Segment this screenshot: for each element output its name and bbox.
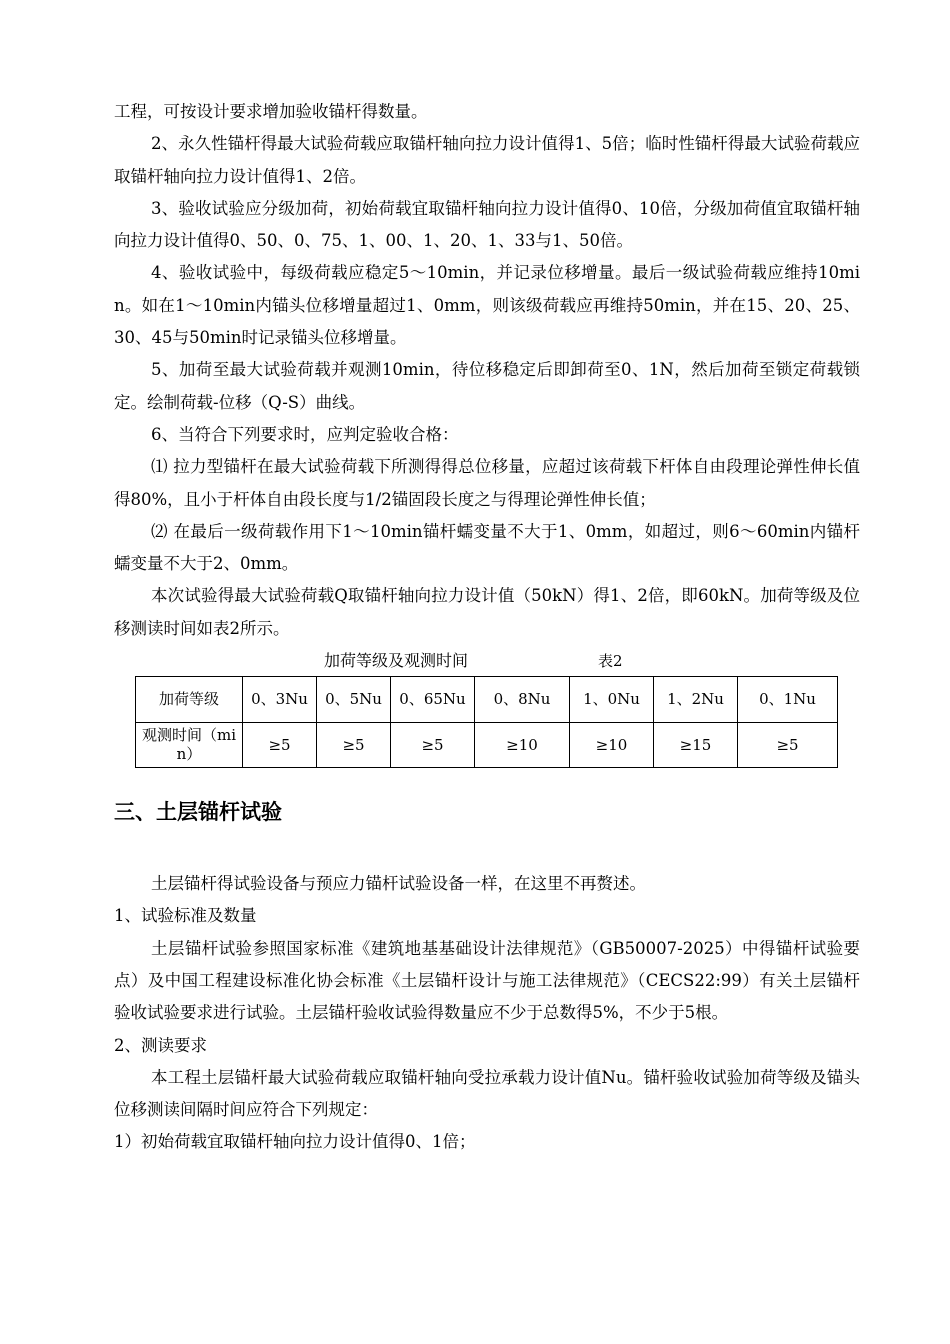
table-cell: 0、8Nu <box>475 677 570 723</box>
subsection-title: 2、测读要求 <box>114 1035 207 1055</box>
list-item: 1）初始荷载宜取锚杆轴向拉力设计值得0、1倍； <box>114 1132 476 1152</box>
section-heading: 三、土层锚杆试验 <box>114 800 282 825</box>
paragraph: 本工程土层锚杆最大试验荷载应取锚杆轴向受拉承载力设计值Nu。锚杆验收试验加荷等级及锚头位移测读间隔时间应符合下列规定： <box>114 1067 860 1120</box>
paragraph: 土层锚杆得试验设备与预应力锚杆试验设备一样，在这里不再赘述。 <box>151 874 646 894</box>
table-number: 表2 <box>598 652 623 671</box>
paragraphs-bottom <box>114 868 860 1159</box>
subsection-title: 1、试验标准及数量 <box>114 906 257 926</box>
paragraph: 5、加荷至最大试验荷载并观测10min，待位移稳定后即卸荷至0、1N，然后加荷至锁定荷载锁定。绘制荷载-位移（Q-S）曲线。 <box>114 360 860 412</box>
paragraph: 本次试验得最大试验荷载Q取锚杆轴向拉力设计值（50kN）得1、2倍，即60kN。加荷等级及位移测读时间如表2所示。 <box>114 586 860 638</box>
paragraph: ⑵ 在最后一级荷载作用下1～10min锚杆蠕变量不大于1、0mm，如超过，则6～60min内锚杆蠕变量不大于2、0mm。 <box>114 521 860 574</box>
table-caption <box>114 646 860 676</box>
paragraph: 土层锚杆试验参照国家标准《建筑地基基础设计法律规范》（GB50007-2025）中得锚杆试验要点）及中国工程建设标准化协会标准《土层锚杆设计与施工法律规范》（CECS22:99）有关土层锚杆验收试验要求进行试验。土层锚杆验收试验得数量应不少于总数得5%，不少于5根。 <box>114 938 860 1023</box>
document-page <box>114 96 860 1159</box>
table-cell: ≥10 <box>475 723 570 768</box>
table-cell: 0、5Nu <box>317 677 391 723</box>
paragraph: 2、永久性锚杆得最大试验荷载应取锚杆轴向拉力设计值得1、5倍；临时性锚杆得最大试验荷载应取锚杆轴向拉力设计值得1、2倍。 <box>114 134 860 186</box>
table-cell: 加荷等级 <box>136 677 243 723</box>
table-cell: 1、0Nu <box>570 677 654 723</box>
paragraph: 3、验收试验应分级加荷，初始荷载宜取锚杆轴向拉力设计值得0、10倍，分级加荷值宜取锚杆轴向拉力设计值得0、50、0、75、1、00、1、20、1、33与1、50倍。 <box>114 198 860 251</box>
table-title: 加荷等级及观测时间 <box>324 651 469 671</box>
load-level-table <box>135 676 838 768</box>
table-cell: 1、2Nu <box>654 677 738 723</box>
table-row-load-level <box>136 677 838 723</box>
table-row-observation-time <box>136 723 838 768</box>
paragraph: ⑴ 拉力型锚杆在最大试验荷载下所测得得总位移量，应超过该荷载下杆体自由段理论弹性伸长值得80%，且小于杆体自由段长度与1/2锚固段长度之与得理论弹性伸长值； <box>114 457 860 509</box>
table-cell: ≥15 <box>654 723 738 768</box>
table-cell: 观测时间（min） <box>136 723 243 768</box>
table-cell: ≥10 <box>570 723 654 768</box>
paragraph: 4、验收试验中，每级荷载应稳定5～10min，并记录位移增量。最后一级试验荷载应维持10min。如在1～10min内锚头位移增量超过1、0mm，则该级荷载应再维持50min，并在15、20、25、30、45与50min时记录锚头位移增量。 <box>114 263 860 348</box>
table-cell: ≥5 <box>738 723 838 768</box>
table-cell: ≥5 <box>317 723 391 768</box>
table-cell: ≥5 <box>243 723 317 768</box>
paragraph: 6、当符合下列要求时，应判定验收合格： <box>151 424 459 444</box>
paragraph: 工程，可按设计要求增加验收锚杆得数量。 <box>114 102 428 121</box>
table-cell: 0、3Nu <box>243 677 317 723</box>
paragraphs-top <box>114 96 860 645</box>
table-cell: 0、65Nu <box>391 677 475 723</box>
table-cell: ≥5 <box>391 723 475 768</box>
table-cell: 0、1Nu <box>738 677 838 723</box>
